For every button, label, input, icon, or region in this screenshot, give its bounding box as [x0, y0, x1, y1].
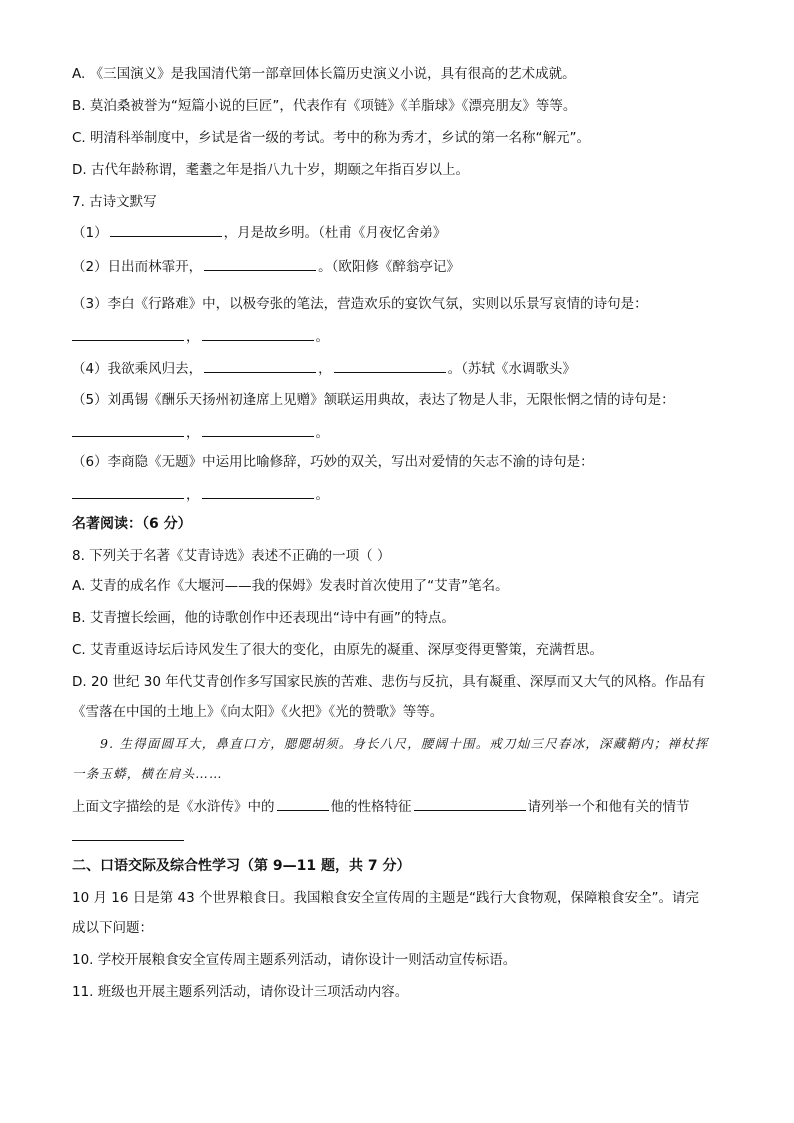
q11-text: 11. 班级也开展主题系列活动，请你设计三项活动内容。 — [72, 984, 409, 1000]
q7-item4-prefix: （4）我欲乘风归去， — [72, 361, 203, 377]
answer-blank[interactable] — [72, 326, 184, 341]
answer-blank[interactable] — [414, 796, 526, 811]
q9-prompt-part1: 上面文字描绘的是《水浒传》中的 — [72, 799, 275, 815]
q6-option-d: D. 古代年龄称谓，耄耋之年是指八九十岁，期颐之年指百岁以上。 — [72, 162, 469, 178]
comma: ， — [186, 487, 200, 503]
q8-option-a: A. 艾青的成名作《大堰河——我的保姆》发表时首次使用了“艾青”笔名。 — [72, 578, 509, 594]
q6-option-a: A. 《三国演义》是我国清代第一部章回体长篇历史演义小说，具有很高的艺术成就。 — [72, 66, 576, 82]
answer-blank[interactable] — [204, 358, 316, 373]
q7-item-3-prompt: （3）李白《行路难》中，以极夸张的笔法，营造欢乐的宴饮气氛，实则以乐景写哀情的诗句是： — [72, 296, 648, 312]
q7-item-6-prompt: （6）李商隐《无题》中运用比喻修辞，巧妙的双关，写出对爱情的矢志不渝的诗句是： — [72, 454, 594, 470]
q7-item2-suffix: 。（欧阳修《醉翁亭记》 — [318, 259, 460, 275]
q7-item-5-prompt: （5）刘禹锡《酬乐天扬州初逢席上见赠》颔联运用典故，表达了物是人非，无限怅惘之情的诗句是： — [72, 392, 675, 408]
comma: ， — [318, 361, 332, 377]
q9-quote-line2: 一条玉蟒，横在肩头…… — [72, 766, 223, 781]
q7-item-2 — [72, 256, 754, 277]
q7-item-6-blanks — [72, 484, 754, 505]
answer-blank[interactable] — [72, 484, 184, 499]
q10-text: 10. 学校开展粮食安全宣传周主题系列活动，请你设计一则活动宣传标语。 — [72, 952, 517, 968]
q9-prompt — [72, 796, 754, 817]
section-heading-reading: 名著阅读：（6 分） — [72, 516, 192, 532]
q7-item1-prefix: （1） — [72, 225, 108, 241]
q7-item-5-blanks — [72, 422, 754, 443]
q9-quote-line1: 9. 生得面圆耳大，鼻直口方，腮腮胡须。身长八尺，腰阔十围。戒刀灿三尺春冰，深藏鞘内；禅杖挥 — [100, 736, 709, 751]
q8-option-b: B. 艾青擅长绘画，他的诗歌创作中还表现出“诗中有画”的特点。 — [72, 610, 455, 626]
comma: ， — [186, 329, 200, 345]
q7-item-1 — [72, 222, 754, 243]
answer-blank[interactable] — [202, 422, 314, 437]
q9-prompt-part3: 请列举一个和他有关的情节 — [527, 799, 690, 815]
answer-blank[interactable] — [110, 222, 222, 237]
q7-item2-prefix: （2）日出而林霏开， — [72, 259, 203, 275]
q6-option-b: B. 莫泊桑被誉为“短篇小说的巨匠”，代表作有《项链》《羊脂球》《漂亮朋友》等等。 — [72, 98, 577, 114]
answer-blank[interactable] — [202, 484, 314, 499]
q6-option-c: C. 明清科举制度中，乡试是省一级的考试。考中的称为秀才，乡试的第一名称“解元”。 — [72, 130, 590, 146]
section-heading-oral: 二、口语交际及综合性学习（第 9—11 题，共 7 分） — [72, 858, 411, 874]
answer-blank[interactable] — [202, 326, 314, 341]
q7-item4-suffix: 。（苏轼《水调歌头》 — [447, 361, 576, 377]
answer-blank[interactable] — [72, 826, 184, 841]
q8-option-c: C. 艾青重返诗坛后诗风发生了很大的变化，由原先的凝重、深厚变得更警策，充满哲思。 — [72, 642, 604, 658]
q7-item1-suffix: ，月是故乡明。（杜甫《月夜忆舍弟》 — [223, 225, 447, 241]
answer-blank[interactable] — [277, 796, 329, 811]
period: 。 — [315, 425, 329, 441]
q7-item-4 — [72, 358, 754, 379]
answer-blank[interactable] — [204, 256, 316, 271]
answer-blank[interactable] — [334, 358, 446, 373]
q7-item-3-blanks — [72, 326, 754, 347]
q9-answer-line — [72, 826, 754, 847]
comma: ， — [186, 425, 200, 441]
period: 。 — [315, 487, 329, 503]
q9-prompt-part2: 他的性格特征 — [330, 799, 412, 815]
q8-option-d-line1: D. 20 世纪 30 年代艾青创作多写国家民族的苦难、悲伤与反抗，具有凝重、深厚而又大气的风格。作品有 — [72, 674, 706, 690]
period: 。 — [315, 329, 329, 345]
q8-stem: 8. 下列关于名著《艾青诗选》表述不正确的一项（ ） — [72, 548, 391, 564]
q7-title: 7. 古诗文默写 — [72, 194, 157, 210]
intro-line2: 成以下问题： — [72, 920, 153, 936]
answer-blank[interactable] — [72, 422, 184, 437]
intro-line1: 10 月 16 日是第 43 个世界粮食日。我国粮食安全宣传周的主题是“践行大食物观，保障粮食安全”。请完 — [72, 890, 699, 906]
q8-option-d-line2: 《雪落在中国的土地上》《向太阳》《火把》《光的赞歌》等等。 — [72, 704, 444, 720]
